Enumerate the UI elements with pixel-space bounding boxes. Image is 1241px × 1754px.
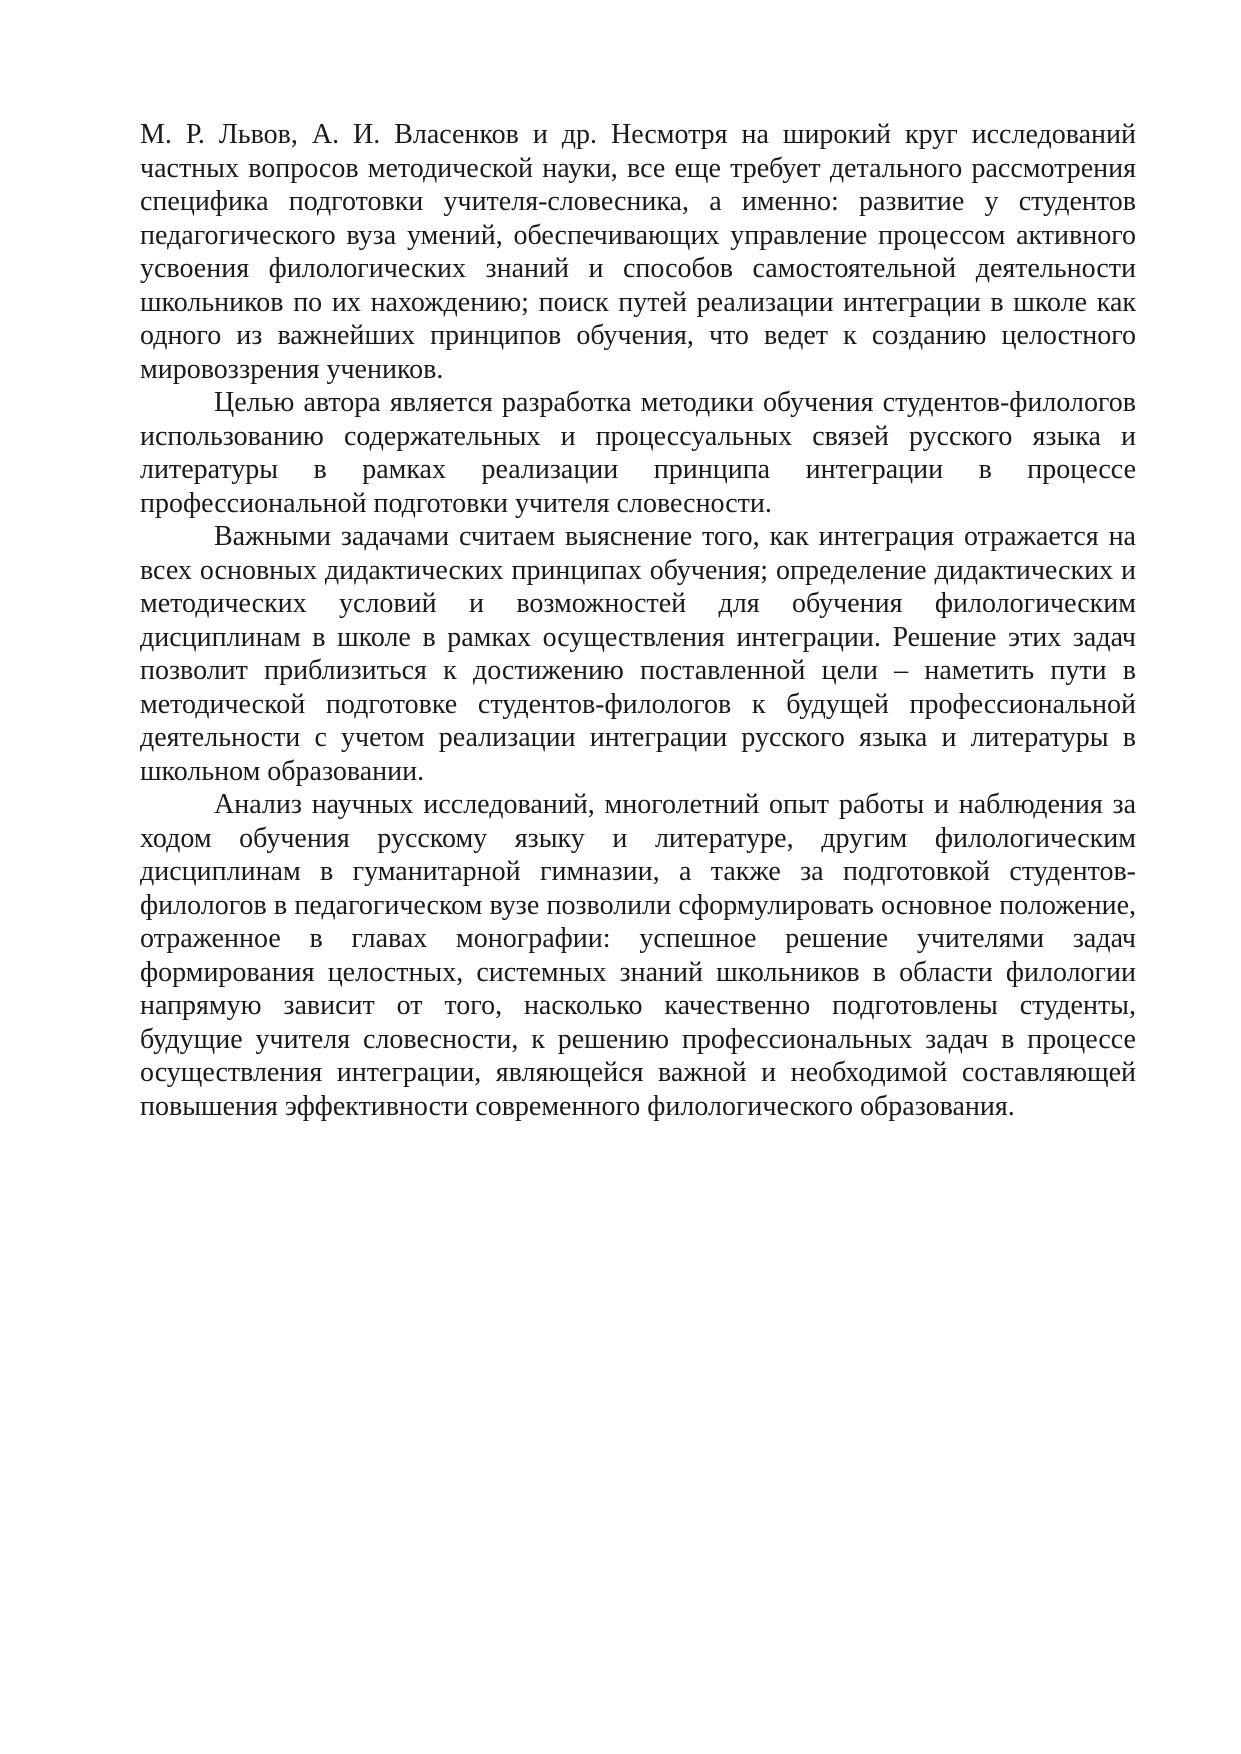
paragraph-2: Целью автора является разработка методики обучения студентов-филологов использованию содержательных и процессуальных связей русского языка и литературы в рамках реализации принципа интеграции в процессе профессиональной подготовки учителя словесности. — [140, 387, 1136, 519]
paragraph-1: М. Р. Львов, А. И. Власенков и др. Несмотря на широкий круг исследований частных вопросов методической науки, все еще требует детального рассмотрения специфика подготовки учителя-словесника, а именно: развитие у студентов педагогического вуза умений, обеспечивающих управление процессом активного усвоения филологических знаний и способов самостоятельной деятельности школьников по их нахождению; поиск путей реализации интеграции в школе как одного из важнейших принципов обучения, что ведет к созданию целостного мировоззрения учеников. — [140, 119, 1136, 385]
body-text — [140, 118, 1136, 1123]
paragraph-3: Важными задачами считаем выяснение того, как интеграция отражается на всех основных дидактических принципах обучения; определение дидактических и методических условий и возможностей для обучения филологическим дисциплинам в школе в рамках осуществления интеграции. Решение этих задач позволит приблизиться к достижению поставленной цели – наметить пути в методической подготовке студентов-филологов к будущей профессиональной деятельности с учетом реализации интеграции русского языка и литературы в школьном образовании. — [140, 521, 1136, 787]
paragraph-4: Анализ научных исследований, многолетний опыт работы и наблюдения за ходом обучения русскому языку и литературе, другим филологическим дисциплинам в гуманитарной гимназии, а также за подготовкой студентов-филологов в педагогическом вузе позволили сформулировать основное положение, отраженное в главах монографии: успешное решение учителями задач формирования целостных, системных знаний школьников в области филологии напрямую зависит от того, насколько качественно подготовлены студенты, будущие учителя словесности, к решению профессиональных задач в процессе осуществления интеграции, являющейся важной и необходимой составляющей повышения эффективности современного филологического образования. — [140, 789, 1136, 1122]
